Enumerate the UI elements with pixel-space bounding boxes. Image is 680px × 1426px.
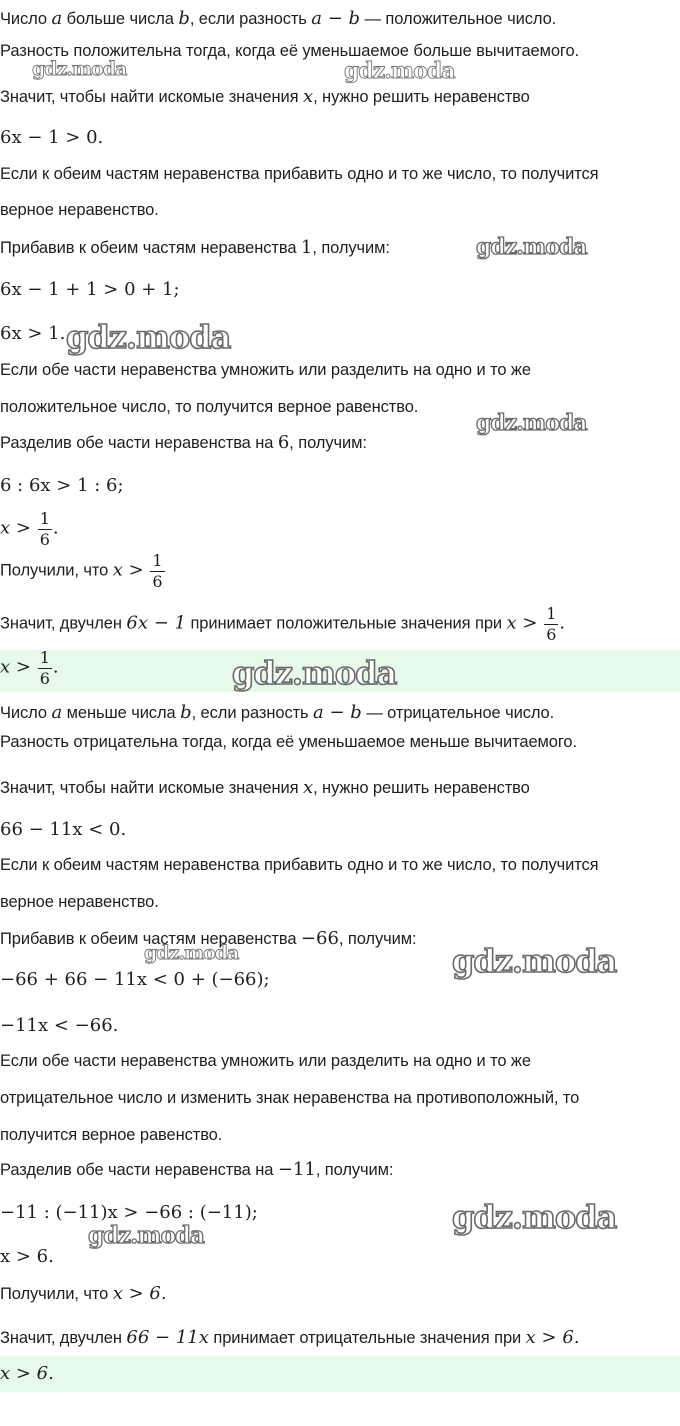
fraction: $\frac{1}{6}$ xyxy=(39,650,50,688)
p1-line-10: Если обе части неравенства умножить или разделить на одно и то же xyxy=(0,361,531,379)
p1-inequality-1: 6x − 1 > 0. xyxy=(0,127,104,148)
fraction: $\frac{1}{6}$ xyxy=(39,509,50,549)
p2-inequality-3: −11x < −66. xyxy=(0,1015,119,1036)
p1-line-12: Разделив обе части неравенства на 6, получим: xyxy=(0,432,367,453)
p2-line-3: Значит, чтобы найти искомые значения x, нужно решить неравенство xyxy=(0,777,530,798)
p1-line-3: Значит, чтобы найти искомые значения x, нужно решить неравенство xyxy=(0,86,530,107)
p1-inequality-5: x > $\frac{1}{6}$ . xyxy=(0,509,59,549)
p2-line-6: верное неравенство. xyxy=(0,893,159,911)
p2-line-17: Значит, двучлен 66 − 11x принимает отрицательные значения при x > 6. xyxy=(0,1327,580,1348)
p2-line-12: получится верное равенство. xyxy=(0,1126,223,1144)
watermark: gdz.moda xyxy=(476,234,587,260)
p2-inequality-5: x > 6. xyxy=(0,1246,54,1267)
fraction: $\frac{1}{6}$ xyxy=(546,604,557,644)
watermark: gdz.moda xyxy=(476,410,587,436)
watermark: gdz.moda xyxy=(232,654,397,692)
watermark: gdz.moda xyxy=(88,1222,204,1249)
watermark: gdz.moda xyxy=(452,942,617,980)
p1-inequality-2: 6x − 1 + 1 > 0 + 1; xyxy=(0,279,180,300)
p1-line-1: Число a больше числа b, если разность a − b — положительное число. xyxy=(0,8,557,29)
p1-inequality-4: 6 : 6x > 1 : 6; xyxy=(0,475,124,496)
p2-line-10: Если обе части неравенства умножить или разделить на одно и то же xyxy=(0,1052,531,1070)
p1-line-16: Значит, двучлен 6x − 1 принимает положительные значения при x > $\frac{1}{6}$ . xyxy=(0,604,566,644)
p2-line-16: Получили, что x > 6. xyxy=(0,1283,167,1304)
p2-line-11: отрицательное число и изменить знак неравенства на противоположный, то xyxy=(0,1089,580,1107)
p1-inequality-3: 6x > 1. xyxy=(0,323,66,344)
p2-line-13: Разделив обе части неравенства на −11, получим: xyxy=(0,1159,394,1180)
p1-line-15: Получили, что x > $\frac{1}{6}$ xyxy=(0,551,163,591)
p1-line-5: Если к обеим частям неравенства прибавить одно и то же число, то получится xyxy=(0,165,599,183)
p1-line-7: Прибавив к обеим частям неравенства 1, получим: xyxy=(0,237,390,258)
watermark: gdz.moda xyxy=(32,58,127,80)
p2-inequality-1: 66 − 11x < 0. xyxy=(0,819,127,840)
p2-answer: x > 6. xyxy=(0,1363,54,1384)
watermark: gdz.moda xyxy=(66,318,231,356)
p2-line-1: Число a меньше числа b, если разность a − b — отрицательное число. xyxy=(0,702,555,723)
p2-line-7: Прибавив к обеим частям неравенства −66, получим: xyxy=(0,928,417,949)
p1-answer: x > $\frac{1}{6}$ . xyxy=(0,650,59,688)
p2-line-5: Если к обеим частям неравенства прибавить одно и то же число, то получится xyxy=(0,856,599,874)
p2-inequality-4: −11 : (−11)x > −66 : (−11); xyxy=(0,1202,258,1223)
p2-line-2: Разность отрицательна тогда, когда её уменьшаемое меньше вычитаемого. xyxy=(0,733,577,751)
watermark: gdz.moda xyxy=(452,1198,617,1236)
watermark: gdz.moda xyxy=(144,942,239,964)
p1-line-11: положительное число, то получится верное равенство. xyxy=(0,398,419,416)
p2-inequality-2: −66 + 66 − 11x < 0 + (−66); xyxy=(0,969,270,990)
watermark: gdz.moda xyxy=(344,58,455,84)
p1-line-6: верное неравенство. xyxy=(0,201,159,219)
p1-line-2: Разность положительна тогда, когда её уменьшаемое больше вычитаемого. xyxy=(0,42,580,60)
fraction: $\frac{1}{6}$ xyxy=(152,551,163,591)
